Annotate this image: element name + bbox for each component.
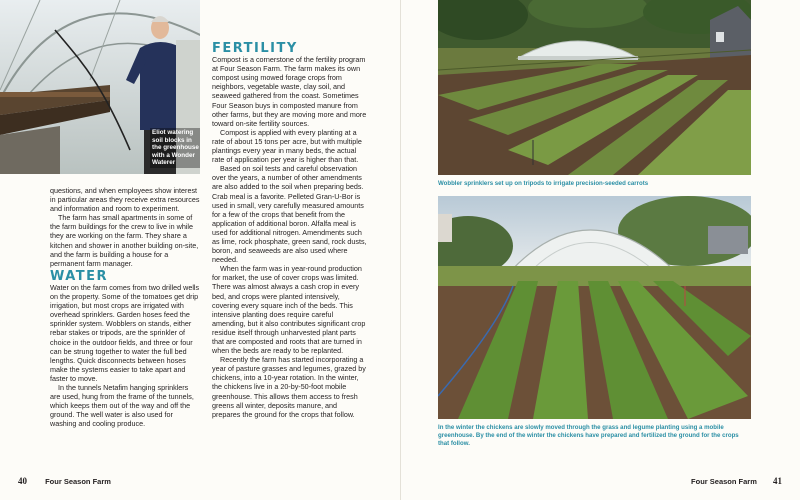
water-paragraph-1: Water on the farm comes from two drilled wells on the property. Some of the tomatoes get drip irrigation, but most crops are irrigated with overhead sprinklers. Garden hoses feed the sprinkler system. Wobblers on stands, either rebar stakes or tripods, are the sprinkler of choice in the outdoor fields, and three or four can be strung together to water the full bed lengths. Quick disconnects between hoses make the systems easier to take apart and faster to move.	[50, 282, 200, 383]
fertility-paragraph-1: Compost is a cornerstone of the fertility program at Four Season Farm. The farm makes its own compost using mowed forage crops from neighbors, vegetable waste, clay soil, and seaweed gathered from the coast. Sometimes Four Season buys in composted manure from other farms, but they are moving more and more toward on-site fertility sources.	[212, 55, 367, 128]
greenhouse-watering-photo	[0, 0, 200, 174]
bottom-photo-caption: In the winter the chickens are slowly moved through the grass and legume planting using a mobile greenhouse. By the end of the winter the chickens have prepared and fertilized the ground for the crops that follow.	[438, 424, 739, 447]
intro-paragraph-1: questions, and when employees show interest in particular areas they receive extra resources and information and room to experiment.	[50, 186, 200, 214]
running-title-right: Four Season Farm	[691, 477, 757, 486]
page-number-right: 41	[773, 476, 782, 486]
fertility-paragraph-2: Compost is applied with every planting at a rate of about 15 tons per acre, but with multiple plantings every year in many beds, the actual rate of application per year is higher than that.	[212, 127, 362, 165]
intro-paragraph-2: The farm has small apartments in some of the farm buildings for the crew to live in while they are working on the farm. They share a kitchen and shower in another building on-site, and the farm is building a house for a permanent farm manager.	[50, 213, 199, 268]
fertility-paragraph-5: Recently the farm has started incorporating a year of pasture grasses and legumes, grazed by chickens, into a 10-year rotation. In the winter, the chickens live in a 20-by-50-foot mobile greenhouse. This allows them access to fresh greens all winter, deposits manure, and prepares the ground for the crops that follow.	[212, 355, 366, 419]
right-folio	[691, 476, 782, 486]
carrot-field-image	[438, 0, 751, 175]
page-number-left: 40	[18, 476, 27, 486]
photo-overlay-caption: Eliot watering soil blocks in the greenhouse with a Wonder Waterer	[150, 128, 200, 168]
fertility-paragraph-3: Based on soil tests and careful observation over the years, a number of other amendments are also added to the soil when preparing beds. Crab meal is a favorite. Pelleted Gran-U-Bor is used in small, very carefully measured amounts for a few of the crops that benefit from the application of additional boron. Alfalfa meal is used for additional nitrogen. Amendments such as lime, rock phosphate, green sand, rock dusts, boron, and seaweeds are also used where needed.	[212, 164, 367, 265]
right-column-text	[212, 41, 367, 419]
water-paragraph-2: In the tunnels Netafim hanging sprinklers are used, hung from the frame of the tunnels, which keeps them out of the way and off the ground. The well water is also used for washing and cooling produce.	[50, 382, 194, 429]
running-title-left: Four Season Farm	[45, 477, 111, 486]
water-heading: WATER	[50, 268, 109, 284]
left-column-text	[50, 186, 200, 428]
fertility-paragraph-4: When the farm was in year-round production for market, the use of cover crops was limited. There was almost always a cash crop in every bed, and crops were planted intensively, covering every square inch of the beds. This intensive planting does require careful amending, but it also contributes significant crop residue itself through unharvested plant parts that are composted and roots that are turned in when the beds are ready to be replanted.	[212, 264, 366, 356]
fertility-heading: FERTILITY	[212, 41, 298, 56]
top-photo-caption: Wobbler sprinklers set up on tripods to irrigate precision-seeded carrots	[438, 180, 649, 187]
right-page	[400, 0, 800, 500]
carrot-field-photo	[438, 0, 751, 175]
mobile-greenhouse-image	[438, 196, 751, 419]
mobile-greenhouse-photo	[438, 196, 751, 419]
left-folio	[18, 476, 111, 486]
